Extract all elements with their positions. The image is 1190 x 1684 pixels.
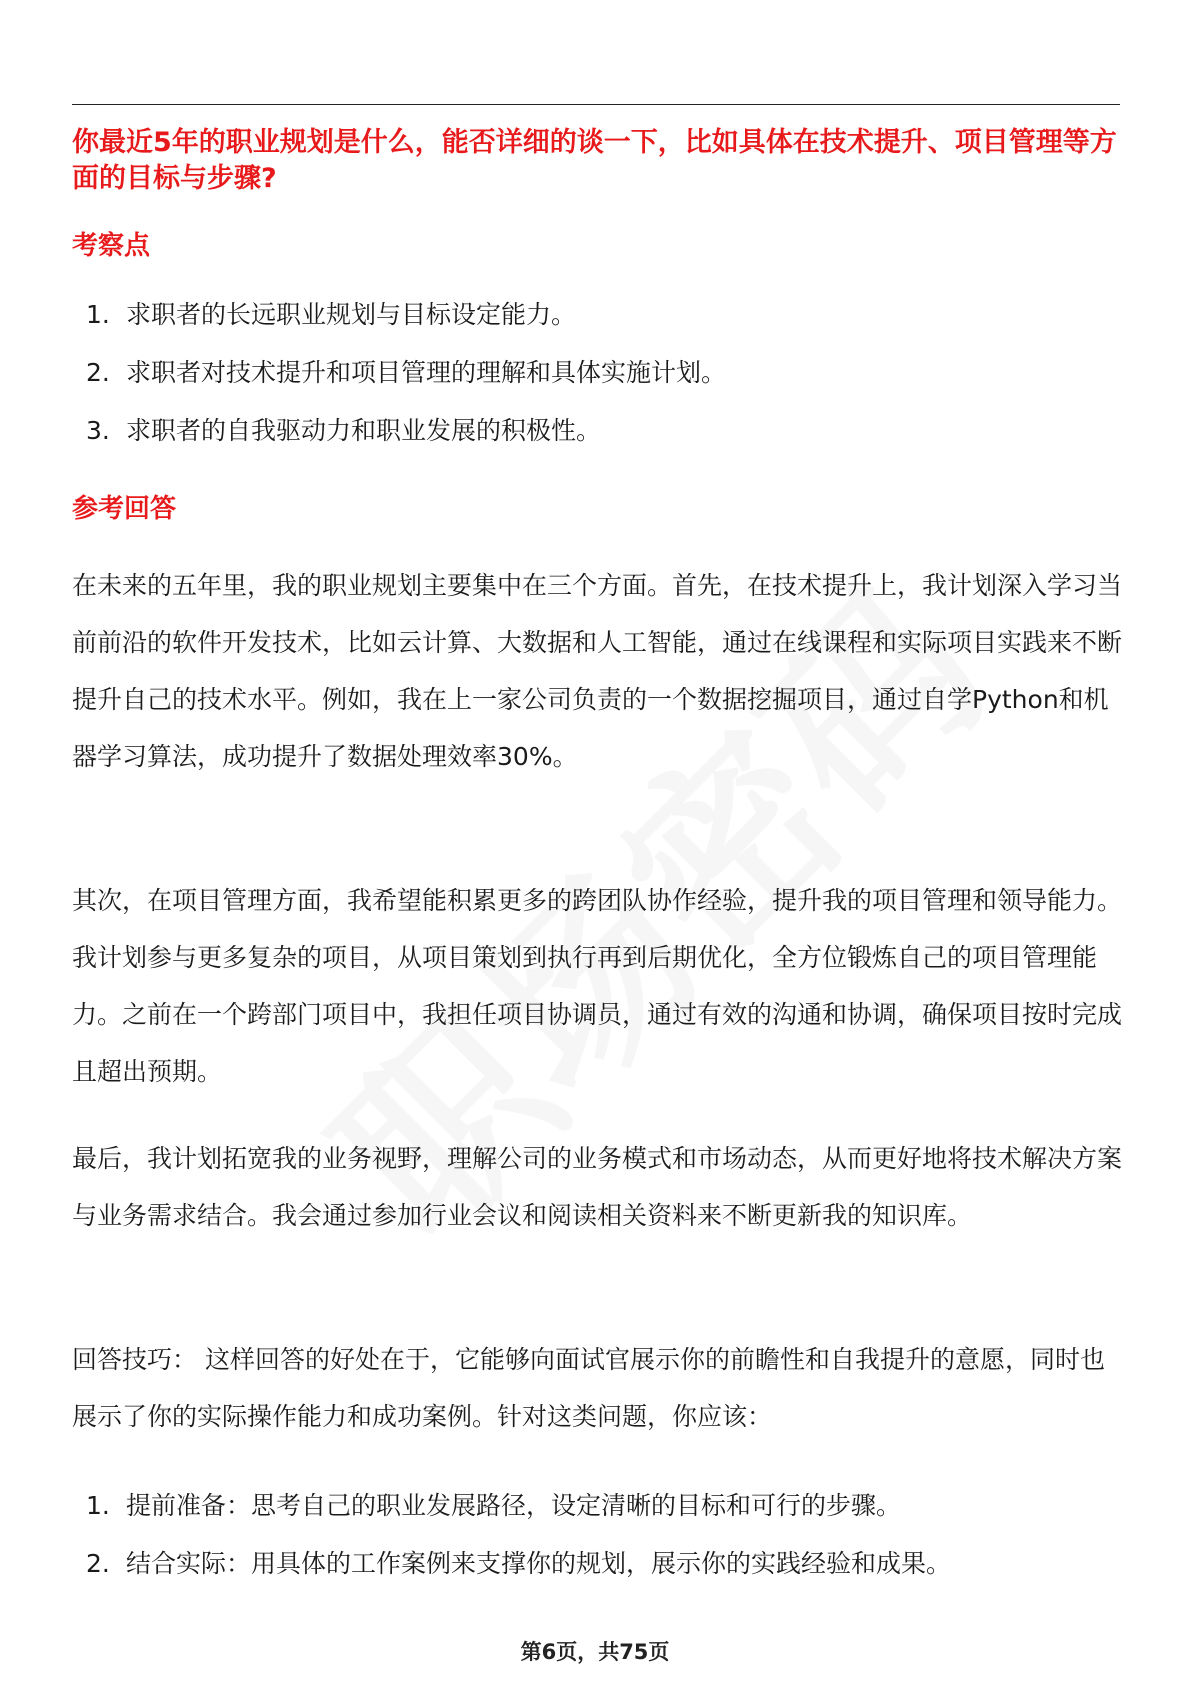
list-item: 2. 结合实际：用具体的工作案例来支撑你的规划，展示你的实践经验和成果。: [86, 1549, 952, 1578]
answer-paragraph-2: 其次，在项目管理方面，我希望能积累更多的跨团队协作经验，提升我的项目管理和领导能力。我计划参与更多复杂的项目，从项目策划到执行再到后期优化，全方位锻炼自己的项目管理能力。之前在一个跨部门项目中，我担任项目协调员，通过有效的沟通和协调，确保项目按时完成且超出预期。: [72, 886, 1123, 1086]
list-item: 1. 提前准备：思考自己的职业发展路径，设定清晰的目标和可行的步骤。: [86, 1491, 902, 1520]
list-item-text: 求职者对技术提升和项目管理的理解和具体实施计划。: [126, 358, 727, 387]
list-item-text: 求职者的自我驱动力和职业发展的积极性。: [126, 416, 602, 445]
list-item: 2. 求职者对技术提升和项目管理的理解和具体实施计划。: [86, 358, 727, 387]
answer-tips-intro: 回答技巧： 这样回答的好处在于，它能够向面试官展示你的前瞻性和自我提升的意愿，同时也展示了你的实际操作能力和成功案例。针对这类问题，你应该：: [72, 1345, 1105, 1431]
section-heading-points: 考察点: [72, 231, 151, 261]
answer-paragraph-1: 在未来的五年里，我的职业规划主要集中在三个方面。首先，在技术提升上，我计划深入学习当前前沿的软件开发技术，比如云计算、大数据和人工智能，通过在线课程和实际项目实践来不断提升自己的技术水平。例如，我在上一家公司负责的一个数据挖掘项目，通过自学Python和机器学习算法，成功提升了数据处理效率30%。: [72, 571, 1123, 771]
section-heading-answer: 参考回答: [72, 494, 177, 524]
top-divider: [72, 104, 1120, 105]
list-item: 3. 求职者的自我驱动力和职业发展的积极性。: [86, 416, 602, 445]
answer-paragraph-3: 最后，我计划拓宽我的业务视野，理解公司的业务模式和市场动态，从而更好地将技术解决方案与业务需求结合。我会通过参加行业会议和阅读相关资料来不断更新我的知识库。: [72, 1144, 1123, 1230]
question-title: 你最近5年的职业规划是什么，能否详细的谈一下，比如具体在技术提升、项目管理等方面的目标与步骤?: [72, 127, 1117, 194]
list-item: 1. 求职者的长远职业规划与目标设定能力。: [86, 300, 577, 329]
page-footer: 第6页，共75页: [520, 1640, 670, 1664]
list-item-text: 求职者的长远职业规划与目标设定能力。: [126, 300, 577, 329]
tips-list: [78, 1488, 1118, 1604]
list-item-text: 提前准备：思考自己的职业发展路径，设定清晰的目标和可行的步骤。: [126, 1491, 902, 1520]
points-list: [78, 297, 1118, 471]
list-item-text: 结合实际：用具体的工作案例来支撑你的规划，展示你的实践经验和成果。: [126, 1549, 952, 1578]
